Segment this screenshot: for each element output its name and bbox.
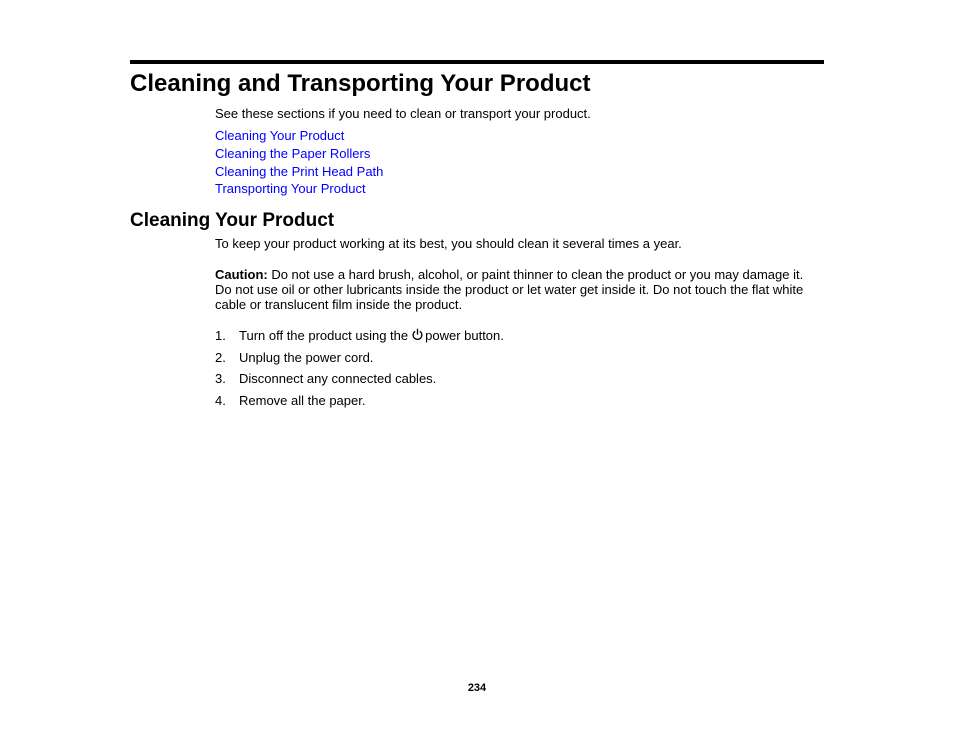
section-links [215,127,383,198]
caution-note [215,267,815,312]
link-transporting-your-product[interactable]: Transporting Your Product [215,181,366,197]
step-number: 2. [215,349,226,365]
step-text: Unplug the power cord. [239,349,374,365]
link-item [215,163,383,181]
step-item [215,371,504,393]
link-item [215,180,383,198]
step-text-after: power button. [425,328,504,343]
link-cleaning-your-product[interactable]: Cleaning Your Product [215,128,345,143]
section-intro: To keep your product working at its best, you should clean it several times a year. [215,236,682,251]
caution-label: Caution: [215,267,268,282]
step-item [215,393,504,415]
link-item [215,127,383,145]
step-text-before: Turn off the product using the [239,328,409,343]
steps-list [215,328,504,414]
title-rule [130,60,824,64]
intro-text: See these sections if you need to clean or transport your product. [215,106,591,121]
link-cleaning-print-head-path[interactable]: Cleaning the Print Head Path [215,163,384,179]
step-number: 1. [215,328,226,343]
step-text: Disconnect any connected cables. [239,371,437,386]
page-number: 234 [467,682,487,694]
step-number: 3. [215,371,226,386]
step-item [215,328,504,350]
link-cleaning-paper-rollers[interactable]: Cleaning the Paper Rollers [215,145,371,161]
page-title: Cleaning and Transporting Your Product [130,70,591,97]
section-title: Cleaning Your Product [130,210,335,231]
caution-text: Do not use a hard brush, alcohol, or paint thinner to clean the product or you may damage it. Do not use oil or other lubricants inside the product or let water get inside it. Do not touch the flat white cable or translucent film inside the product. [215,267,804,312]
step-number: 4. [215,392,226,408]
power-icon [411,328,424,341]
link-item [215,145,383,163]
step-text: Remove all the paper. [239,392,366,408]
step-item [215,350,504,372]
